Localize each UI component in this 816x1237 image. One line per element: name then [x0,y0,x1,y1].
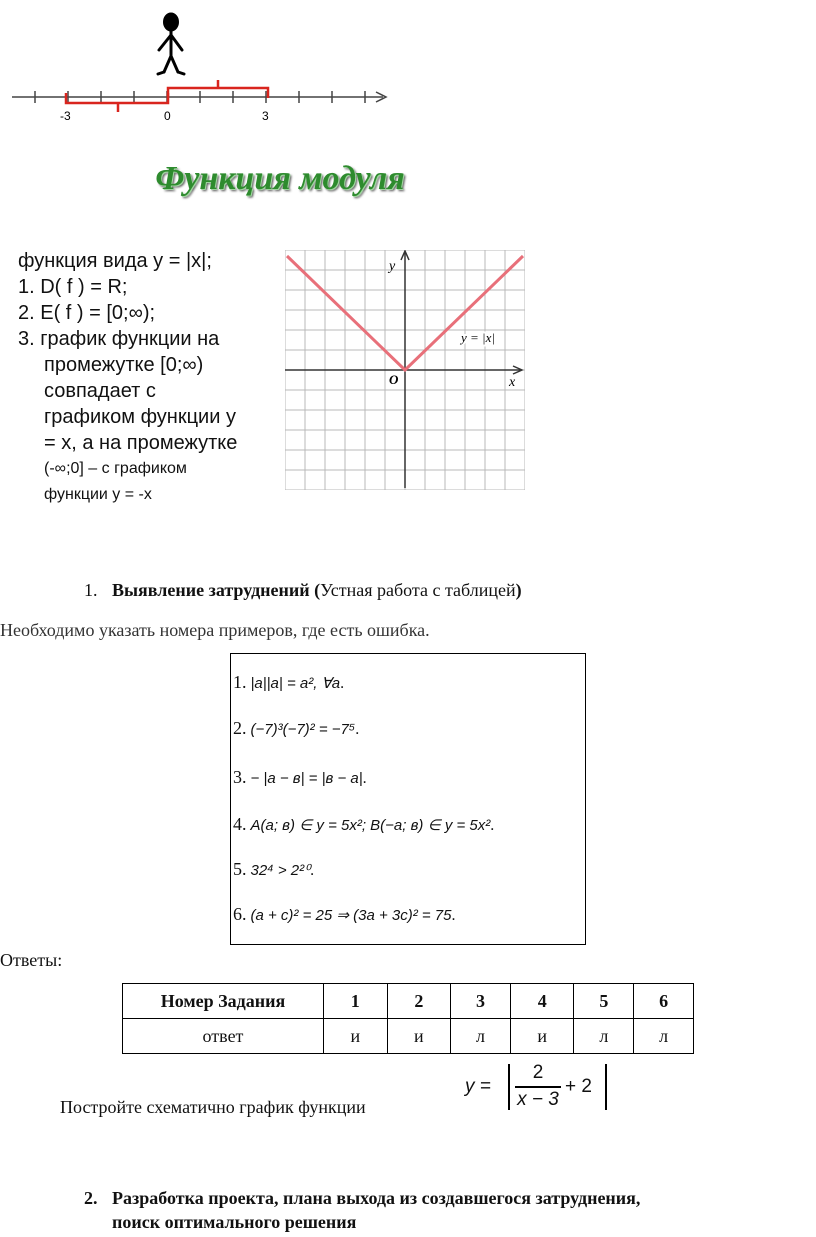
y-axis-label: y [389,259,396,274]
task-number: 5. [233,859,247,879]
task-number: 1. [233,672,247,692]
answers-table-row [123,1019,694,1054]
x-axis-label: x [509,375,516,390]
number-line-illustration [0,0,400,130]
answer-cell: л [634,1019,694,1054]
abs-bar-left [508,1064,510,1110]
prop-line-2: 2. E( f ) = [0;∞); [18,302,156,324]
header-cell: 4 [510,984,574,1019]
answer-cell: и [324,1019,388,1054]
prop-line-3e: = x, а на промежутке [44,432,238,454]
header-cell: 1 [324,984,388,1019]
prop-line-1: 1. D( f ) = R; [18,276,128,298]
section-2-number: 2. [84,1188,98,1208]
abs-function-graph [285,250,525,490]
task-tail: . [310,862,315,879]
prop-line-3b: промежутке [0;∞) [44,354,204,376]
task-row [233,859,314,880]
tick-label-0: 0 [164,109,171,123]
task-tail: . [355,721,360,738]
task-number: 2. [233,718,247,738]
header-cell: Номер Задания [123,984,324,1019]
curve-label: y = |x| [461,330,495,345]
fraction-denominator: x − 3 [517,1089,559,1110]
answers-table [122,983,694,1054]
origin-label: O [389,372,399,387]
header-cell: 2 [387,984,451,1019]
tick-label-3: 3 [262,109,269,123]
fraction-numerator: 2 [532,1062,544,1083]
prop-line-3g: функции y = -x [44,486,152,503]
task-tail: . [362,770,367,787]
task-row [233,672,344,693]
task-number: 6. [233,904,247,924]
answer-cell: ответ [123,1019,324,1054]
task-row [233,814,494,835]
header-cell: 5 [574,984,634,1019]
task-tail: . [451,907,456,924]
task-tail: . [340,675,345,692]
section-2-line-2: поиск оптимального решения [112,1212,357,1232]
abs-bar-right [605,1064,607,1110]
stick-figure [158,14,184,74]
prop-line-3d: графиком функции y [44,406,236,428]
section-2-line-1: Разработка проекта, плана выхода из создавшегося затруднения, [112,1188,641,1208]
section-1-number: 1. [84,580,98,600]
task-expression: 32⁴ > 2²⁰ [250,862,311,879]
task-row [233,718,359,739]
fraction-bar [515,1086,561,1088]
answer-cell: и [510,1019,574,1054]
formula-tail: + 2 [565,1076,592,1097]
red-brackets [66,80,268,112]
task-number: 3. [233,767,247,787]
build-task-text: Постройте схематично график функции [60,1097,366,1117]
header-cell: 6 [634,984,694,1019]
section-1-title: Выявление затруднений ( [112,580,321,600]
section-1-heading [84,580,522,601]
tick-label-minus3: -3 [60,109,71,123]
task-tail: . [490,817,495,834]
answers-label: Ответы: [0,950,63,970]
prop-line-3f: (-∞;0] – с графиком [44,460,187,477]
task-number: 4. [233,814,247,834]
answer-cell: и [387,1019,451,1054]
page-title: Функция модуля [155,160,405,197]
tasks-box [230,653,586,945]
section-1-subtitle: Устная работа с таблицей [320,580,516,600]
axis-line [12,91,386,103]
task-expression: A(a; в) ∈ y = 5x²; B(−a; в) ∈ y = 5x² [250,817,491,834]
task-row [233,767,367,788]
prop-line-3a: 3. график функции на [18,328,220,350]
section-2-heading [84,1186,640,1234]
task-expression: (a + c)² = 25 ⇒ (3a + 3c)² = 75 [250,907,452,924]
task-expression: |a||a| = a², ∀a [250,675,341,692]
instruction-text: Необходимо указать номера примеров, где есть ошибка. [0,620,430,640]
answer-cell: л [574,1019,634,1054]
function-properties [18,248,278,508]
header-cell: 3 [451,984,511,1019]
section-1-close: ) [515,580,522,600]
prop-line-0: функция вида y = |x|; [18,250,212,272]
answer-cell: л [451,1019,511,1054]
task-expression: (−7)³(−7)² = −7⁵ [250,721,356,738]
prop-line-3c: совпадает с [44,380,156,402]
answers-table-header [123,984,694,1019]
task-expression: − |a − в| = |в − a| [250,770,363,787]
task-row [233,904,456,925]
formula-lhs: y = [465,1076,491,1097]
